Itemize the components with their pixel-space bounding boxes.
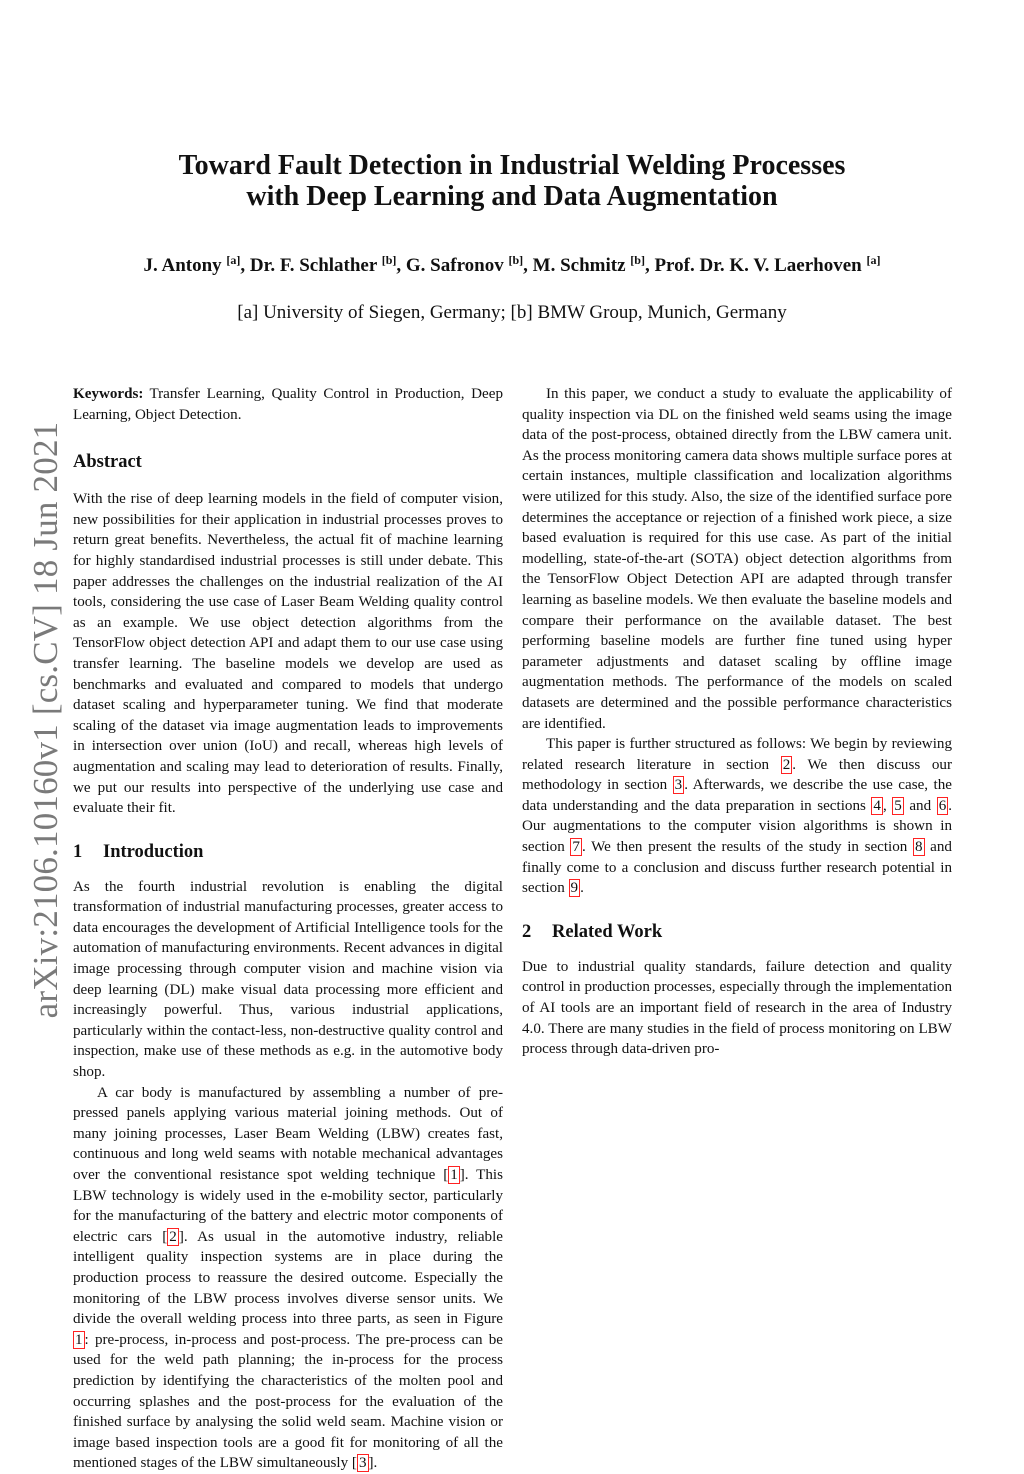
paragraph-text: A car body is manufactured by assembling a number of pre-pressed panels applying various material joining methods. Out of many joining processes, Laser Beam Welding (LBW) creates fast, continuous and long weld seams with notable mechanical advantages over the conventional resistance spot welding technique: [73, 1084, 503, 1183]
paragraph-text: . This LBW technology is widely used in the e-mobility sector, particularly for the manufacturing of the battery and electric motor components of electric cars: [73, 1167, 503, 1245]
arxiv-identifier-stamp: arXiv:2106.10160v1 [cs.CV] 18 Jun 2021: [26, 421, 65, 1019]
section-title: Introduction: [103, 841, 204, 862]
intro-paragraph-4: [522, 734, 952, 899]
author-affiliation-mark: [a]: [866, 253, 881, 267]
paragraph-text: and: [903, 797, 937, 814]
author-affiliation-mark: [a]: [226, 253, 241, 267]
author-separator: ,: [240, 255, 250, 276]
intro-paragraph-2: A car body is manufactured by assembling a number of pre-pressed panels applying various material joining methods. Out of many joining processes, Laser Beam Welding (LBW) creates fast, continuous and long weld seams with notable mechanical advantages over the conventional resistance spot welding technique [ 1 ]. This LBW technology is widely used in the e-mobility sector, particularly for the manufacturing of the battery and electric motor components of electric cars [ 2 ]. As usual in the automotive industry, reliable intelligent quality inspection systems are in place during the production process to reassure the desired outcome. Especially the monitoring of the LBW process involves diverse sensor units. We divide the overall welding process into three parts, as seen in Figure 1 : pre-process, in-process and post-process. The pre-process can be used for the weld path planning; the in-process for the process prediction by identifying the characteristics of the molten pool and occurring splashes and the post-process for the evaluation of the finished surface by analysing the solid weld seam. Machine vision or image based inspection tools are a good fit for monitoring of all the mentioned stages of the LBW simultaneously [ 3 ].: [73, 1084, 503, 1472]
citation-link[interactable]: 1: [450, 1167, 458, 1183]
author-name: Prof. Dr. K. V. Laerhoven: [654, 255, 862, 276]
intro-paragraph-3: In this paper, we conduct a study to evaluate the applicability of quality inspection via DL on the finished weld seams using the image data of the post-process, obtained directly from the LBW camera unit. As the process monitoring camera data shows multiple surface pores at certain instances, multiple classification and localization algorithms were utilized for this study. Also, the size of the identified surface pore determines the acceptance or rejection of a finished work piece, a size based evaluation is required for this use case. As part of the initial modelling, state-of-the-art (SOTA) object detection algorithms from the TensorFlow Object Detection API are adapted through transfer learning as baseline models. We then evaluate the baseline models and compare their performance on the available dataset. The best performing baseline models are further fine tuned using hyper parameter adjustments and dataset scaling by offline image augmentation methods. The performance of the models on scaled datasets are determined and the possible performance characteristics are identified.: [522, 386, 952, 732]
keywords-label: Keywords:: [73, 386, 144, 402]
intro-paragraph-1: As the fourth industrial revolution is enabling the digital transformation of industrial manufacturing processes, greater access to data encourages the development of Artificial Intelligence tools for the automation of manufacturing environments. Recent advances in digital image processing through computer vision and machine vision via deep learning (DL) make visual data processing more efficient and increasingly powerful. Thus, various industrial applications, particularly within the contact-less, non-destructive quality control and inspection, make use of these methods as e.g. in the automotive body shop.: [73, 878, 503, 1081]
section-heading-related-work: [522, 921, 952, 943]
paper-title: [60, 150, 964, 212]
section-link[interactable]: 9: [570, 880, 579, 897]
section-link[interactable]: 2: [782, 756, 791, 773]
affiliations: [a] University of Siegen, Germany; [b] BMW Group, Munich, Germany: [237, 302, 787, 323]
section-link[interactable]: 4: [873, 797, 881, 814]
author-affiliation-mark: [b]: [381, 253, 397, 267]
author-separator: ,: [523, 255, 533, 276]
section-number: 2: [522, 921, 532, 942]
author-separator: ,: [396, 255, 406, 276]
paragraph-text: and finally come to a conclusion and discuss further research potential in section: [522, 839, 952, 897]
keywords: [73, 384, 503, 425]
paper-title-line-2: with Deep Learning and Data Augmentation: [246, 181, 778, 212]
author-list: [40, 255, 984, 277]
figure-link[interactable]: 1: [75, 1331, 83, 1348]
paragraph-text: .: [580, 880, 584, 897]
abstract-text: With the rise of deep learning models in the field of computer vision, new possibilities for their application in industrial processes proves to return great benefits. Nevertheless, the actual fit of machine learning for highly standardised industrial processes is still under debate. This paper addresses the challenges on the industrial realization of the AI tools, considering the use case of Laser Beam Welding quality control as an example. We use object detection algorithms from the TensorFlow object detection API and adapt them to our use case using transfer learning. The baseline models we develop are used as benchmarks and evaluated and compared to models that undergo dataset scaling and hyperparameter tuning. We find that moderate scaling of the dataset via image augmentation leads to improvements in intersection over union (IoU) and recall, whereas high levels of augmentation and scaling may lead to deterioration of results. Finally, we put our results into perspective of the underlying use case and evaluate their fit.: [73, 491, 503, 817]
paragraph-text: . Our augmentations to the computer vision algorithms is shown in section: [522, 797, 953, 856]
author-affiliation-mark: [b]: [508, 253, 524, 267]
paper-title-line-1: Toward Fault Detection in Industrial Welding Processes: [178, 150, 846, 181]
paragraph-text: This paper is further structured as follows: We begin by reviewing related research literature in section: [522, 736, 952, 773]
paragraph-text: . We then present the results of the study in section: [581, 839, 913, 856]
abstract-heading: Abstract: [73, 452, 142, 473]
paragraph-text: ,: [882, 797, 893, 814]
author-name: G. Safronov: [405, 255, 504, 276]
paragraph-text: . Afterwards, we describe the use case, the data understanding and the data preparation in sections: [522, 777, 952, 814]
author-affiliation-mark: [b]: [630, 253, 645, 267]
section-link[interactable]: 5: [894, 797, 902, 814]
section-number: 1: [73, 841, 83, 862]
paragraph-text: : pre-process, in-process and post-process. The pre-process can be used for the weld path planning; the in-process for the process prediction by identifying the characteristics of the molten pool and occurring splashes and the post-process for the evaluation of the finished surface by analysing the solid weld seam. Machine vision or image based inspection tools are a good fit for monitoring of all the mentioned stages of the LBW simultaneously: [73, 1331, 503, 1472]
section-link[interactable]: 8: [914, 839, 923, 856]
section-link[interactable]: 7: [572, 839, 580, 856]
section-title: Related Work: [552, 921, 663, 942]
section-heading-introduction: [73, 841, 503, 863]
paragraph-text: . As usual in the automotive industry, reliable intelligent quality inspection systems are in place during the production process to reassure the desired outcome. Especially the monitoring of the LBW process involves diverse sensor units. We divide the overall welding process into three parts, as seen in Figure: [73, 1228, 503, 1328]
author-name: Dr. F. Schlather: [249, 255, 377, 276]
left-column: [73, 384, 503, 1474]
citation-link[interactable]: 3: [358, 1455, 367, 1472]
citation-link[interactable]: 2: [169, 1228, 177, 1245]
paragraph-text: .: [373, 1455, 378, 1472]
right-column: [522, 384, 952, 1060]
related-work-paragraph-1: Due to industrial quality standards, failure detection and quality control in production processes, especially through the implementation of AI tools are an important field of research in the area of Industry 4.0. There are many studies in the field of process monitoring on LBW process through data-driven pro-: [522, 958, 952, 1058]
author-separator: ,: [644, 255, 655, 276]
section-link[interactable]: 6: [938, 797, 947, 814]
author-name: M. Schmitz: [532, 255, 626, 276]
author-name: J. Antony: [143, 255, 222, 276]
keywords-text: Transfer Learning, Quality Control in Production, Deep Learning, Object Detection.: [73, 386, 503, 423]
section-link[interactable]: 3: [674, 777, 683, 794]
paragraph-text: . We then discuss our methodology in section: [522, 756, 953, 794]
